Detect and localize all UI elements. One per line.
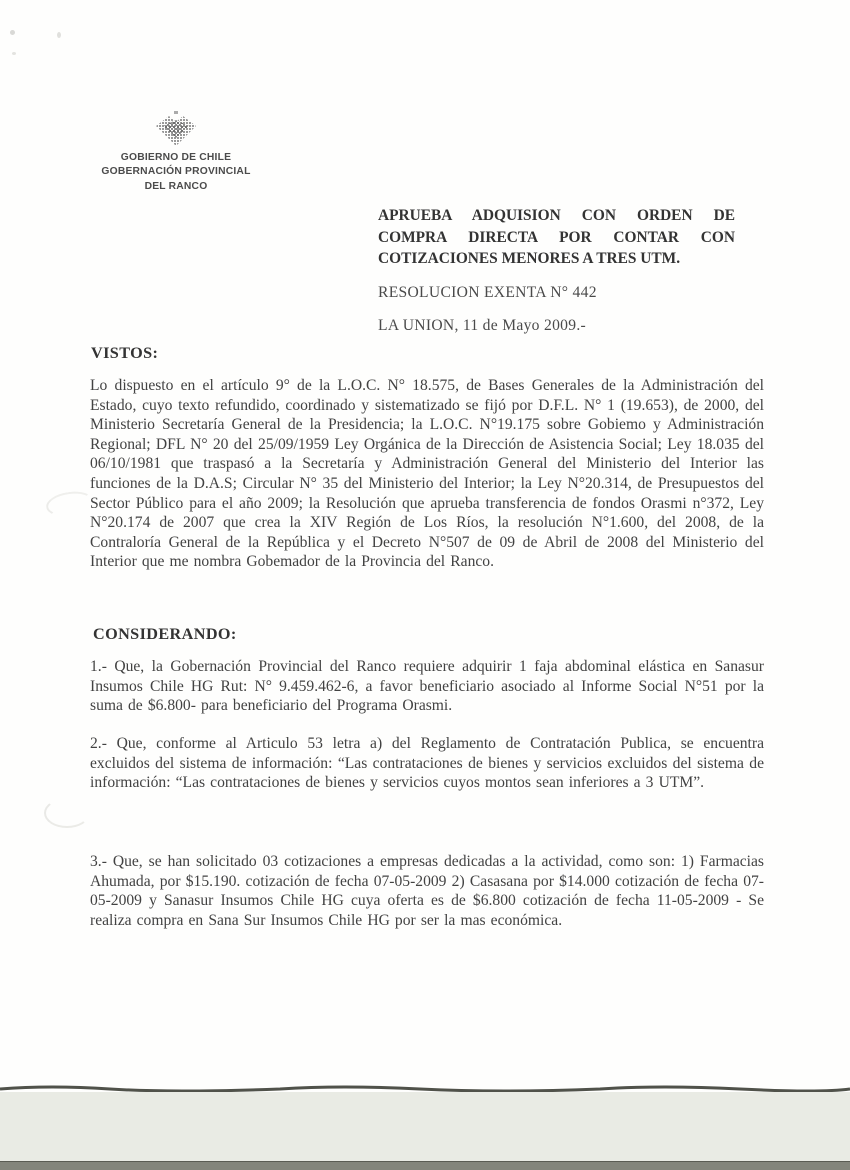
- scan-arc-artifact: [44, 798, 90, 828]
- considerando-item-1: 1.- Que, la Gobernación Provincial del Ranco requiere adquirir 1 faja abdominal elástica en Sanasur Insumos Chile HG Rut: N° 9.459.462-6, a favor beneficiario asociado al Informe Social N°51 por la suma de $6.800- para beneficiario del Programa Orasmi.: [90, 658, 764, 715]
- considerando-item-2: 2.- Que, conforme al Articulo 53 letra a) del Reglamento de Contratación Publica, se encuentra excluidos del sistema de información: “Las contrataciones de bienes y servicios excluidos del sistema de información: “Las contrataciones de bienes y servicios cuyos montos sean inferiores a 3 UTM”.: [90, 735, 764, 792]
- scan-arc-artifact: [45, 489, 96, 519]
- vistos-body: Lo dispuesto en el artículo 9° de la L.O.C. N° 18.575, de Bases Generales de la Administración del Estado, cuyo texto refundido, coordinado y sistematizado se fijó por D.F.L. N° 1 (19.653), de 2000, del Ministerio Secretaría General de la Presidencia; la L.O.C. N°19.175 sobre Gobiemo y Administración Regional; DFL N° 20 del 25/09/1959 Ley Orgánica de la Dirección de Asistencia Social; Ley 18.035 del 06/10/1981 que traspasó a la Secretaría y Administración General del Ministerio del Interior las funciones de la D.A.S; Circular N° 35 del Ministerio del Interior; la Ley N°20.314, de Presupuestos del Sector Público para el año 2009; la Resolución que aprueba transferencia de fondos Orasmi n°372, Ley N°20.174 de 2007 que crea la XIV Región de Los Ríos, la resolución N°1.600, del 2008, de la Contraloría General de la República y el Decreto N°507 de 09 de Abril de 2008 del Ministerio del Interior que me nombra Gobemador de la Provincia del Ranco.: [90, 377, 764, 571]
- logo-container: [96, 108, 256, 150]
- considerando-item-3: 3.- Que, se han solicitado 03 cotizaciones a empresas dedicadas a la actividad, como son: 1) Farmacias Ahumada, por $15.190. cotización de fecha 07-05-2009 2) Casasana por $14.000 cotización de fecha 07-05-2009 y Sanasur Insumos Chile HG cuya oferta es de $6.800 cotización de fecha 11-05-2009 - Se realiza compra en Sana Sur Insumos Chile HG por ser la mas económica.: [90, 853, 764, 929]
- title-block: [378, 205, 735, 335]
- letterhead: [96, 108, 256, 193]
- scan-speck: [57, 32, 61, 38]
- org-name-line2: GOBERNACIÓN PROVINCIAL: [101, 166, 251, 178]
- resolution-number: RESOLUCION EXENTA N° 442: [378, 283, 597, 301]
- vistos-heading: VISTOS:: [91, 344, 159, 362]
- org-name-line3: DEL RANCO: [144, 180, 208, 192]
- gobierno-de-chile-logo-icon: [153, 110, 199, 150]
- resolution-subject: APRUEBA ADQUISION CON ORDEN DE COMPRA DIRECTA POR CONTAR CON COTIZACIONES MENORES A TRES UTM.: [378, 207, 735, 268]
- scanner-bed-strip: [0, 1161, 850, 1170]
- place-and-date: LA UNION, 11 de Mayo 2009.-: [378, 316, 587, 334]
- considerando-heading: CONSIDERANDO:: [93, 625, 237, 643]
- scanner-background-band: [0, 1092, 850, 1162]
- scan-speck: [10, 30, 15, 35]
- org-name-line1: GOBIERNO DE CHILE: [120, 152, 232, 163]
- scan-speck: [12, 52, 16, 55]
